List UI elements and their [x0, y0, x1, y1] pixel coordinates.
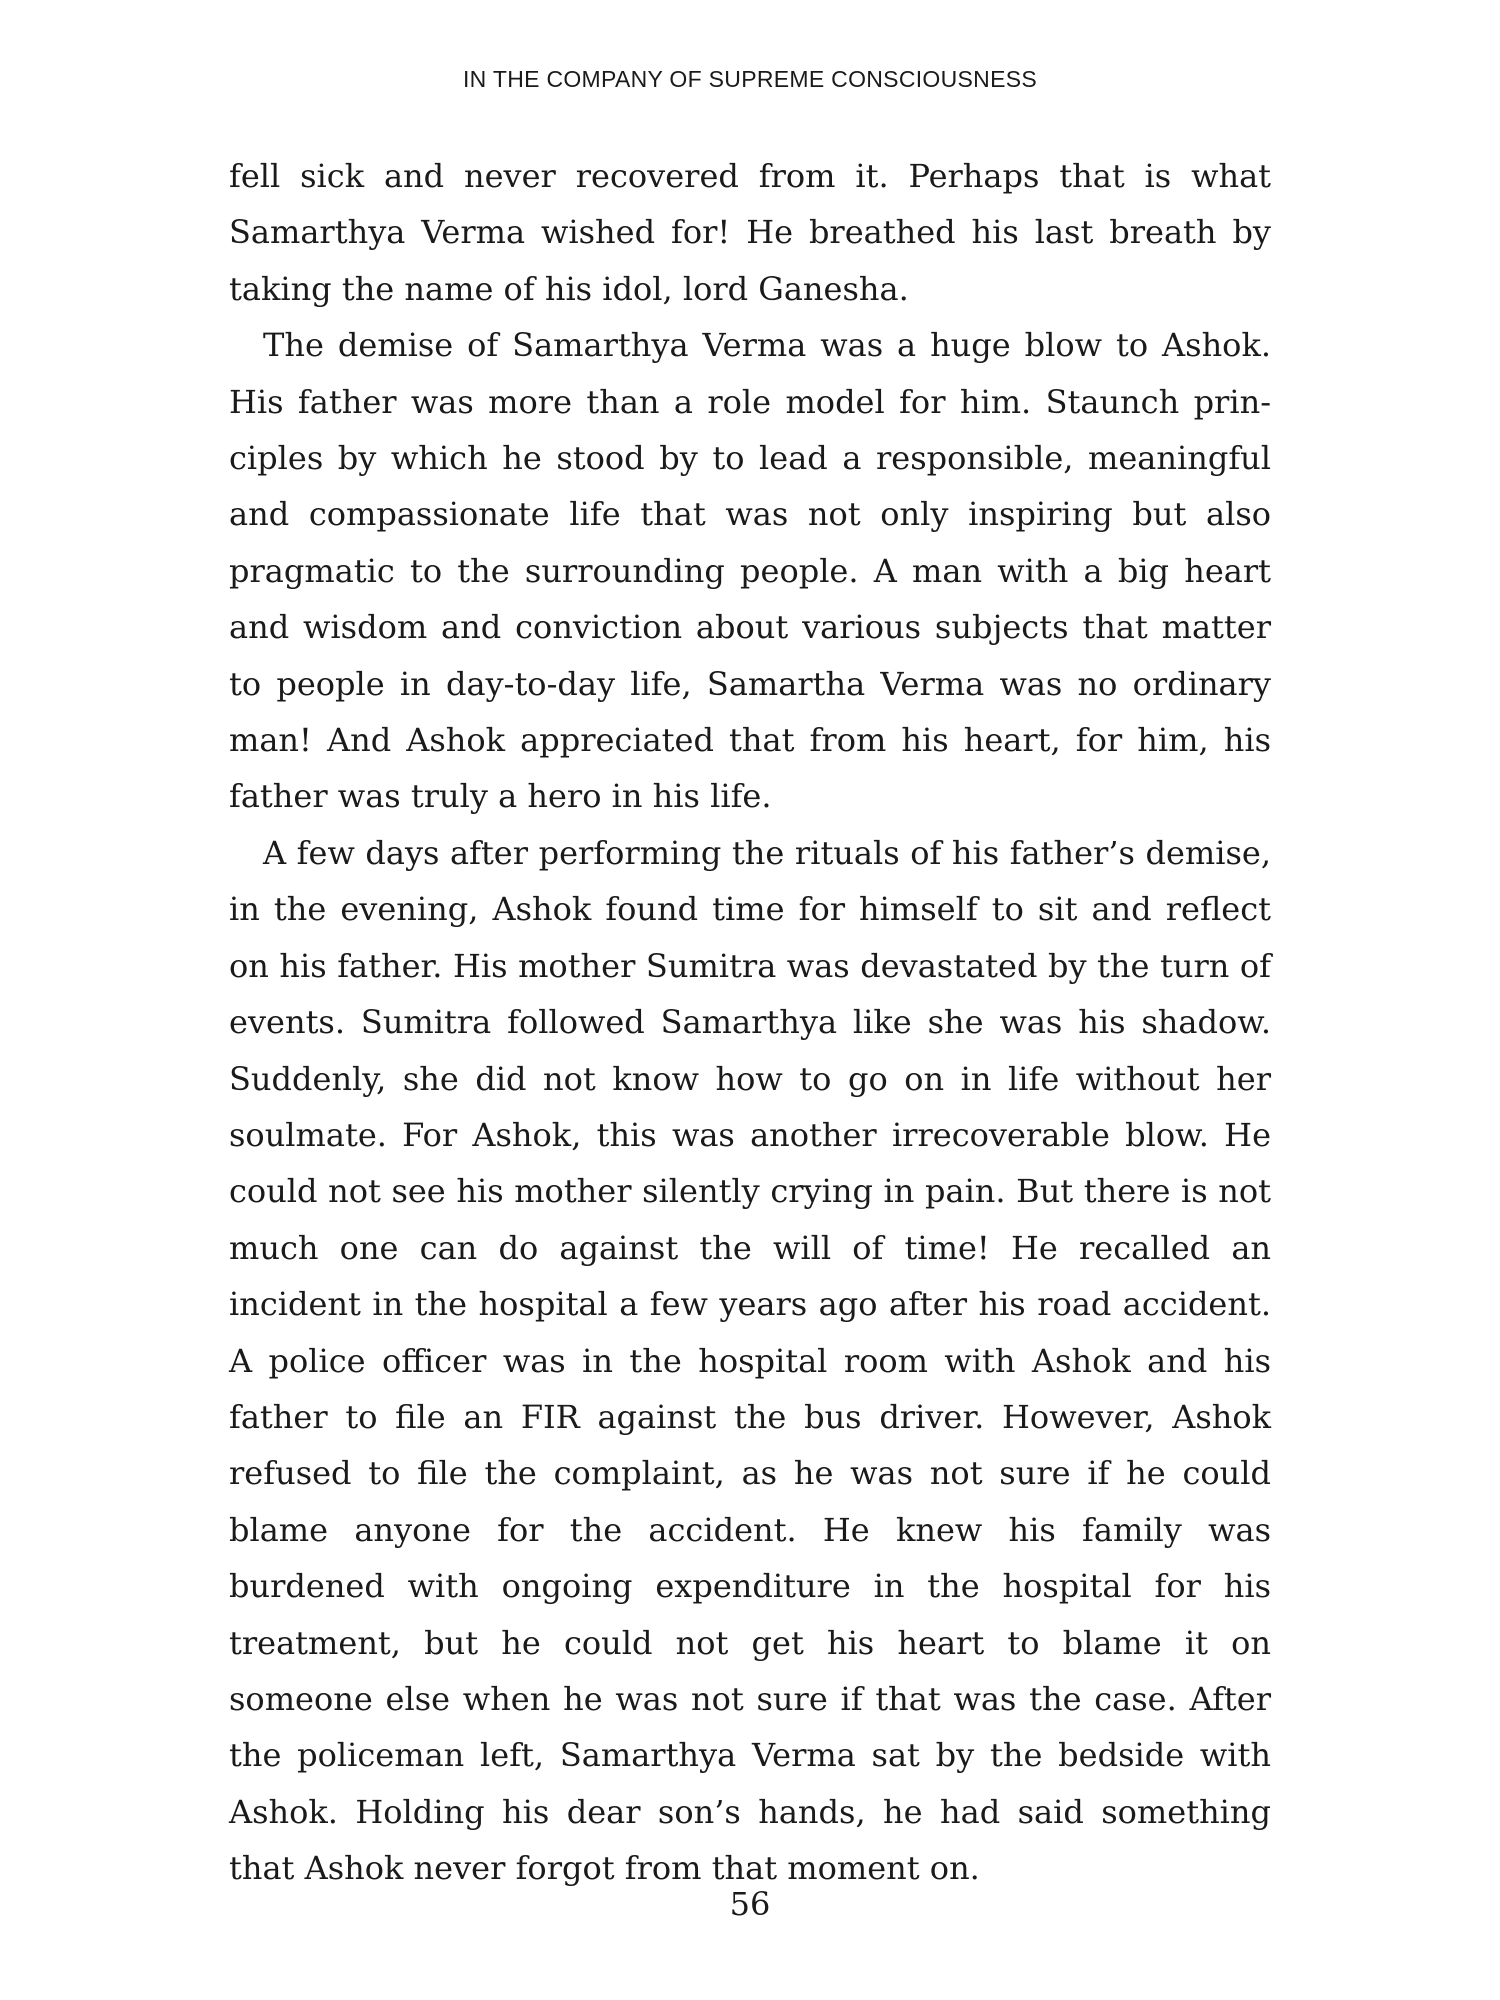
running-header: IN THE COMPANY OF SUPREME CONSCIOUSNESS: [462, 66, 1037, 92]
page-number: 56: [729, 1885, 771, 1923]
paragraph-1: fell sick and never recovered from it. Perhaps that is what Samarthya Verma wished for! He breathed his last breath by taking the name of his idol, lord Ganesha.: [229, 157, 1271, 308]
paragraph-3: A few days after performing the rituals of his father’s demise, in the evening, Ashok found time for himself to sit and reflect on his father. His mother Sumitra was devastated by the turn of events. Sumitra followed Samarthya like she was his shadow. Suddenly, she did not know how to go on in life without her soulmate. For Ashok, this was another irrecoverable blow. He could not see his mother silently crying in pain. But there is not much one can do against the will of time! He recalled an incident in the hospital a few years ago after his road accident. A police officer was in the hospital room with Ashok and his father to file an FIR against the bus driver. However, Ashok refused to file the complaint, as he was not sure if he could blame anyone for the accident. He knew his family was burdened with ongoing expenditure in the hospital for his treatment, but he could not get his heart to blame it on someone else when he was not sure if that was the case. After the policeman left, Samarthya Verma sat by the bedside with Ashok. Holding his dear son’s hands, he had said something that Ashok never forgot from that moment on.: [229, 833, 1271, 1888]
paragraph-2: The demise of Samarthya Verma was a huge blow to Ashok. His father was more than a role model for him. Staunch prin-ciples by which he stood by to lead a responsible, meaningful and compassionate life that was not only inspiring but also pragmatic to the surrounding people. A man with a big heart and wisdom and conviction about various subjects that matter to people in day-to-day life, Samartha Verma was no ordinary man! And Ashok appreciated that from his heart, for him, his father was truly a hero in his life.: [229, 326, 1271, 816]
body-text: [229, 148, 1271, 1897]
